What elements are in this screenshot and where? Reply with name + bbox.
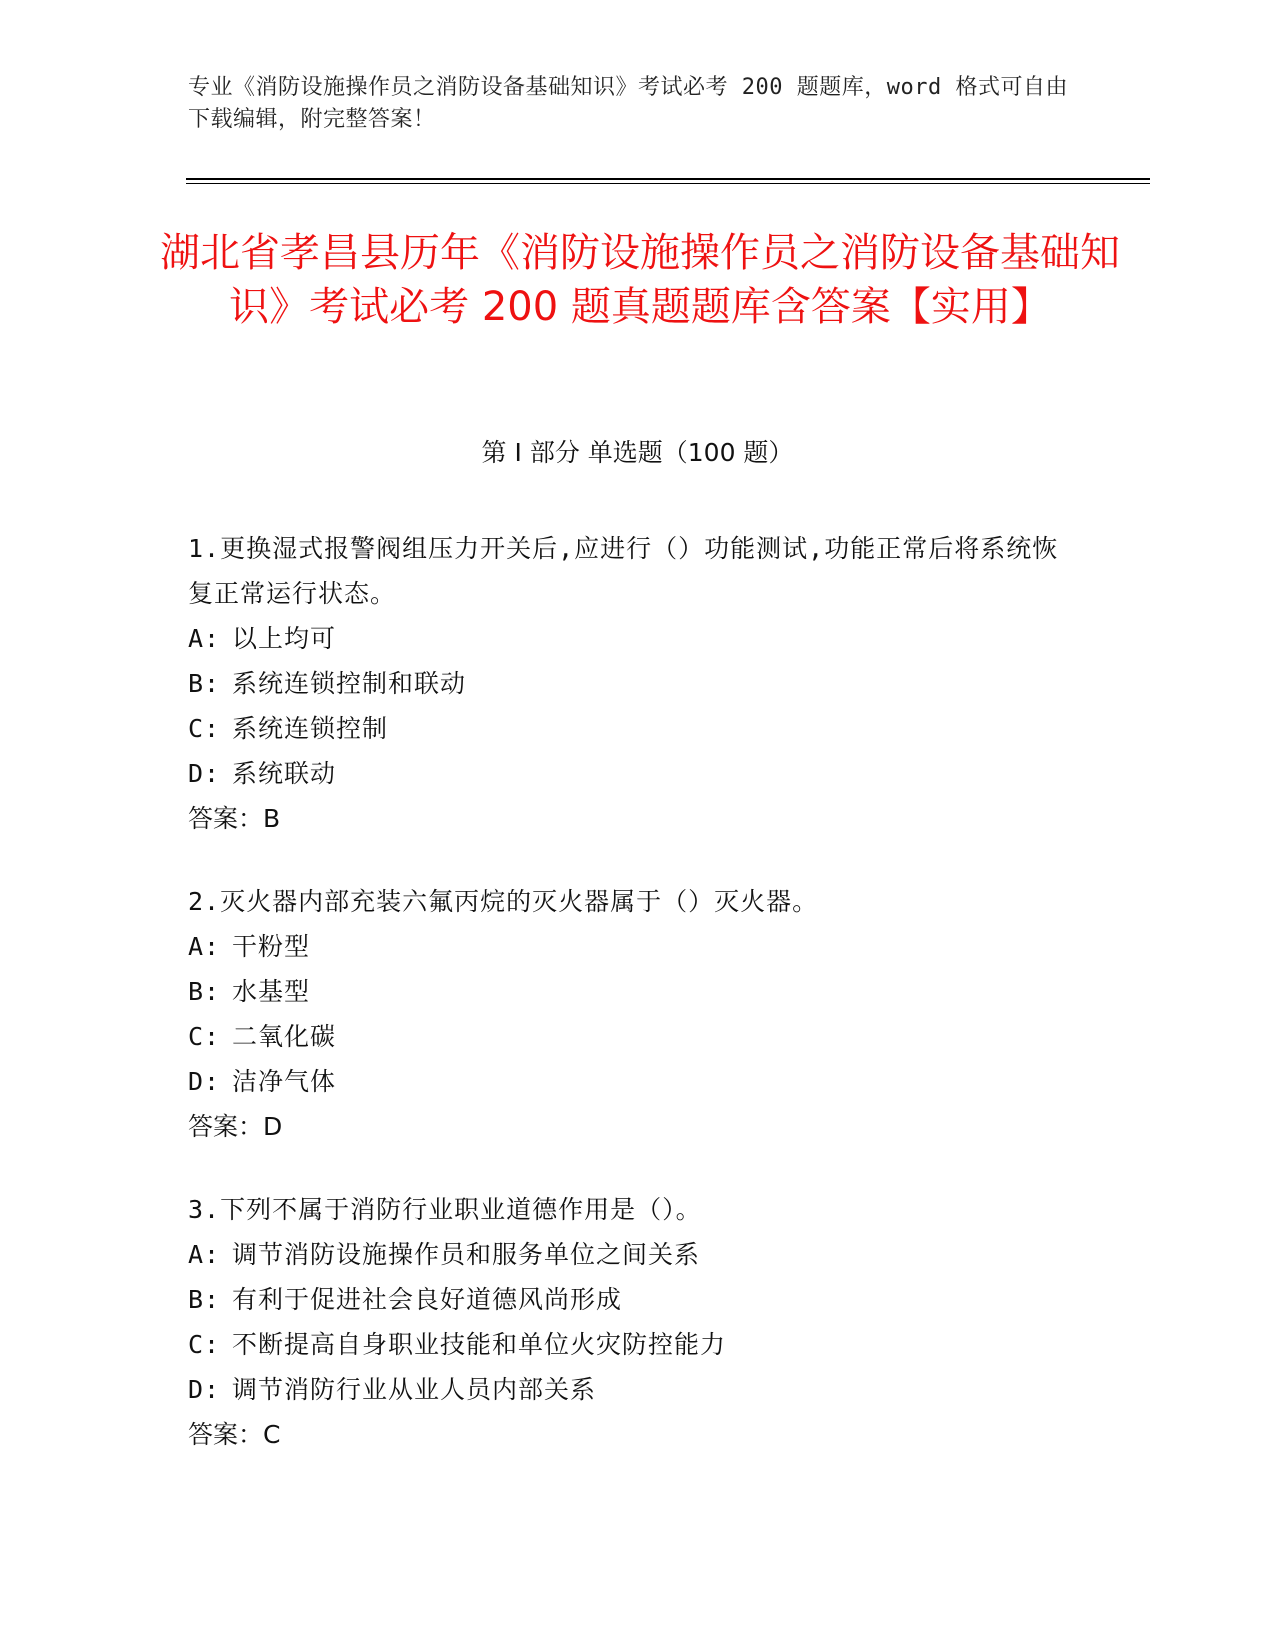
option-letter: A: bbox=[188, 1240, 221, 1269]
option-a bbox=[188, 924, 1068, 969]
option-letter: A: bbox=[188, 624, 221, 653]
option-text: 调节消防行业从业人员内部关系 bbox=[232, 1375, 597, 1404]
option-letter: B: bbox=[188, 1285, 221, 1314]
option-text: 二氧化碳 bbox=[232, 1022, 337, 1051]
option-text: 系统联动 bbox=[232, 759, 337, 788]
header-divider-thin bbox=[186, 183, 1150, 184]
question-2 bbox=[188, 879, 1068, 1149]
option-text: 有利于促进社会良好道德风尚形成 bbox=[232, 1285, 623, 1314]
question-stem: 2.灭火器内部充装六氟丙烷的灭火器属于（）灭火器。 bbox=[188, 887, 819, 916]
option-c bbox=[188, 1014, 1068, 1059]
option-text: 系统连锁控制 bbox=[232, 714, 389, 743]
option-text: 系统连锁控制和联动 bbox=[232, 669, 467, 698]
answer: 答案：C bbox=[188, 1420, 281, 1449]
option-text: 水基型 bbox=[232, 977, 311, 1006]
option-a bbox=[188, 616, 1068, 661]
option-letter: D: bbox=[188, 759, 221, 788]
option-letter: D: bbox=[188, 1375, 221, 1404]
intro-text: 专业《消防设施操作员之消防设备基础知识》考试必考 200 题题库，word 格式可自由下载编辑，附完整答案！ bbox=[188, 75, 1068, 132]
option-letter: B: bbox=[188, 977, 221, 1006]
option-letter: C: bbox=[188, 1330, 221, 1359]
option-c bbox=[188, 1322, 1068, 1367]
document-title: 湖北省孝昌县历年《消防设施操作员之消防设备基础知识》考试必考 200 题真题题库含答案【实用】 bbox=[160, 230, 1120, 330]
option-c bbox=[188, 706, 1068, 751]
option-b bbox=[188, 1277, 1068, 1322]
option-a bbox=[188, 1232, 1068, 1277]
option-letter: B: bbox=[188, 669, 221, 698]
option-letter: A: bbox=[188, 932, 221, 961]
option-letter: C: bbox=[188, 714, 221, 743]
option-text: 调节消防设施操作员和服务单位之间关系 bbox=[232, 1240, 701, 1269]
option-text: 洁净气体 bbox=[232, 1067, 337, 1096]
option-b bbox=[188, 661, 1068, 706]
option-b bbox=[188, 969, 1068, 1014]
option-text: 干粉型 bbox=[232, 932, 311, 961]
answer: 答案：D bbox=[188, 1112, 283, 1141]
option-letter: D: bbox=[188, 1067, 221, 1096]
question-1 bbox=[188, 526, 1068, 841]
option-letter: C: bbox=[188, 1022, 221, 1051]
answer: 答案：B bbox=[188, 804, 281, 833]
question-stem: 1.更换湿式报警阀组压力开关后,应进行（）功能测试,功能正常后将系统恢复正常运行状态。 bbox=[188, 534, 1059, 608]
option-text: 不断提高自身职业技能和单位火灾防控能力 bbox=[232, 1330, 727, 1359]
section-heading: 第 I 部分 单选题（100 题） bbox=[481, 438, 794, 467]
question-stem: 3.下列不属于消防行业职业道德作用是（）。 bbox=[188, 1195, 702, 1224]
option-text: 以上均可 bbox=[232, 624, 337, 653]
option-d bbox=[188, 751, 1068, 796]
question-list bbox=[188, 526, 1068, 1495]
header-divider-thick bbox=[186, 178, 1150, 180]
option-d bbox=[188, 1059, 1068, 1104]
question-3 bbox=[188, 1187, 1068, 1457]
option-d bbox=[188, 1367, 1068, 1412]
